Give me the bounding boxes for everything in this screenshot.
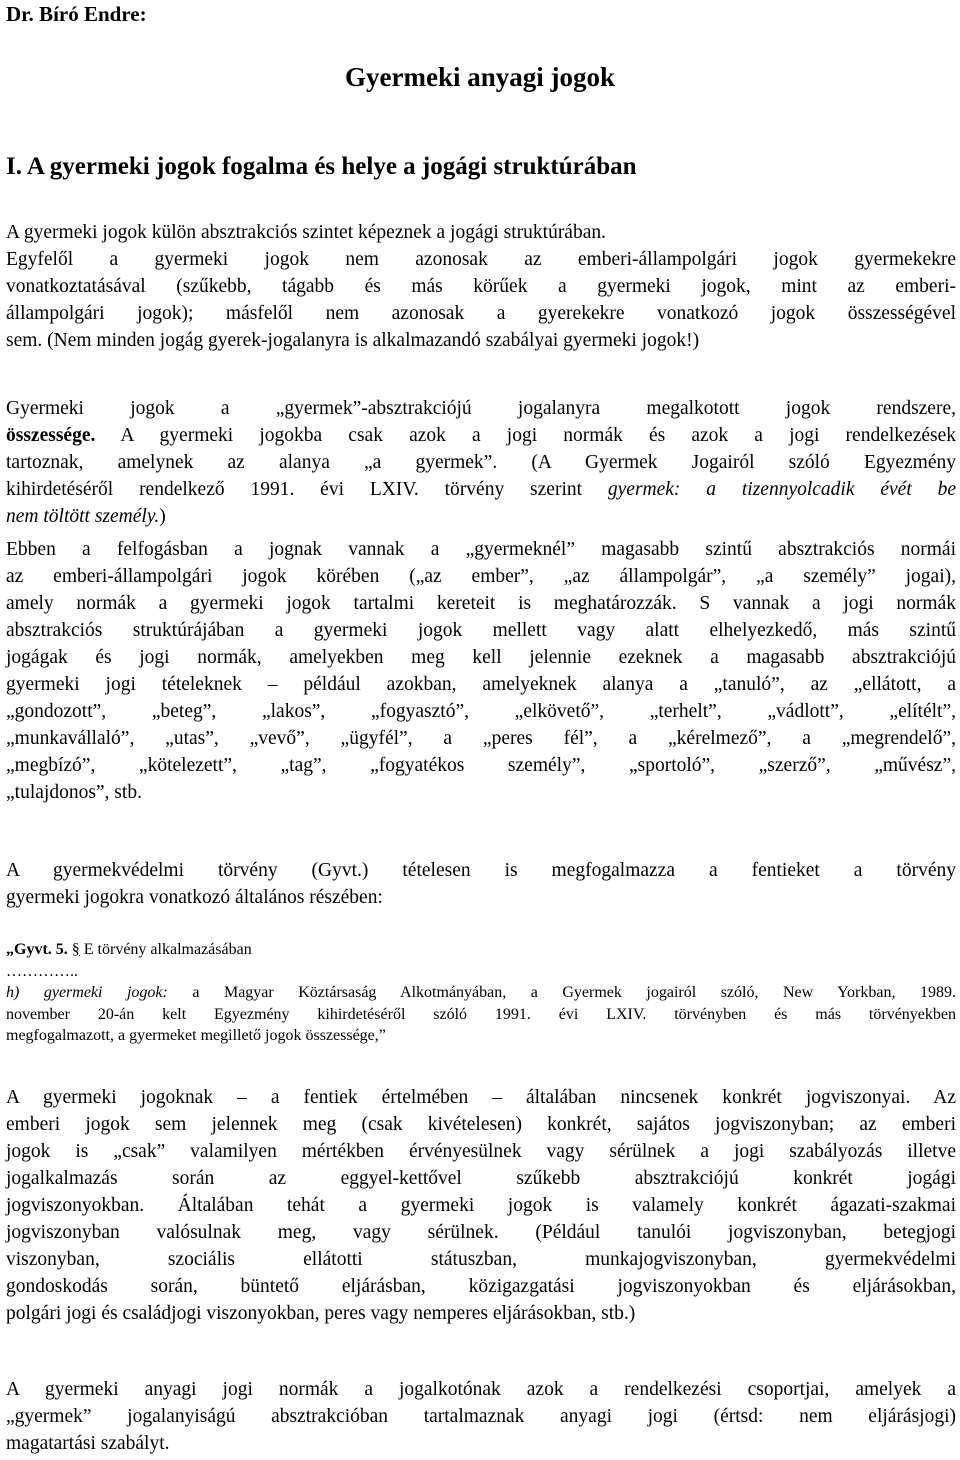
paragraph-6	[6, 1376, 956, 1457]
paragraph-5	[6, 1084, 956, 1327]
text-line: az emberi-állampolgári jogok körében („az ember”, „az állampolgár”, „a személy” jogai),	[6, 566, 956, 587]
text-line: A gyermeki jogoknak – a fentiek értelmében – általában nincsenek konkrét jogviszonyai. Az	[6, 1087, 956, 1108]
text-line: vonatkoztatásával (szűkebb, tágabb és más körűek a gyermeki jogok, mint az emberi-	[6, 276, 956, 297]
italic-text: gyermek: a tizennyolcadik évét be	[607, 479, 957, 500]
text-line: jogviszonyban valósulnak meg, vagy sérülnek. (Például tanulói jogviszonyban, betegjogi	[6, 1222, 956, 1243]
text-line: A gyermeki jogok külön absztrakciós szintet képeznek a jogági struktúrában.	[6, 222, 606, 243]
text-line: A gyermekvédelmi törvény (Gyvt.) tételesen is megfogalmazza a fentieket a törvény	[6, 860, 956, 881]
text-line: viszonyban, szociális ellátotti státuszban, munkajogviszonyban, gyermekvédelmi	[6, 1249, 956, 1270]
text-line: november 20-án kelt Egyezmény kihirdetéséről szóló 1991. évi LXIV. törvényben és más törvényekben	[6, 1005, 956, 1023]
text-run: )	[159, 506, 166, 527]
text-line: gyermeki jogi tételeknek – például azokban, amelyeknek alanya a „tanuló”, az „ellátott, a	[6, 674, 956, 695]
text-line: jogalkalmazás során az eggyel-kettővel szűkebb absztrakciójú konkrét jogági	[6, 1168, 956, 1189]
text-line: jogok is „csak” valamilyen mértékben érvényesülnek vagy sérülnek a jogi szabályozás illetve	[6, 1141, 956, 1162]
section-heading: I. A gyermeki jogok fogalma és helye a jogági struktúrában	[6, 153, 637, 180]
text-line	[6, 476, 956, 503]
text-line: A gyermeki anyagi jogi normák a jogalkotónak azok a rendelkezési csoportjai, amelyek a	[6, 1379, 956, 1400]
paragraph-4	[6, 857, 956, 911]
text-line	[6, 503, 956, 530]
text-line: „gondozott”, „beteg”, „lakos”, „fogyasztó”, „elkövető”, „terhelt”, „vádlott”, „elítélt”,	[6, 701, 956, 722]
bold-text: összessége.	[6, 425, 96, 446]
text-line: „tulajdonos”, stb.	[6, 782, 142, 803]
text-line	[6, 422, 956, 449]
text-line: jogágak és jogi normák, amelyekben meg kell jelennie ezeknek a magasabb absztrakciójú	[6, 647, 956, 668]
text-line: gyermeki jogokra vonatkozó általános részében:	[6, 887, 383, 908]
text-line: megfogalmazott, a gyermeket megillető jogok összessége,”	[6, 1027, 386, 1044]
text-line	[6, 939, 956, 961]
text-line: „megbízó”, „kötelezett”, „tag”, „fogyatékos személy”, „sportoló”, „szerző”, „művész”,	[6, 755, 956, 776]
paragraph-2	[6, 395, 956, 530]
paragraph-3	[6, 536, 956, 806]
paragraph-1	[6, 219, 956, 354]
text-line: polgári jogi és családjogi viszonyokban, peres vagy nemperes eljárásokban, stb.)	[6, 1303, 636, 1324]
text-line	[6, 982, 956, 1004]
text-run: a Magyar Köztársaság Alkotmányában, a Gyermek jogairól szóló, New Yorkban, 1989.	[167, 984, 956, 1001]
bold-text: „Gyvt. 5.	[6, 941, 68, 958]
text-line: sem. (Nem minden jogág gyerek-jogalanyra is alkalmazandó szabályai gyermeki jogok!)	[6, 330, 700, 351]
italic-text: nem töltött személy.	[6, 506, 160, 527]
italic-text: h) gyermeki jogok:	[6, 984, 168, 1001]
text-run: törvény szerint	[418, 479, 608, 500]
text-line: tartoznak, amelynek az alanya „a gyermek”. (A Gyermek Jogairól szóló Egyezmény	[6, 452, 956, 473]
text-line: amely normák a gyermeki jogok tartalmi kereteit is meghatározzák. S vannak a jogi normák	[6, 593, 956, 614]
text-run: A gyermeki jogokba csak azok a jogi normák és azok a jogi rendelkezések	[95, 425, 956, 446]
text-line: Egyfelől a gyermeki jogok nem azonosak az emberi-állampolgári jogok gyermekekre	[6, 249, 956, 270]
text-line: Gyermeki jogok a „gyermek”-absztrakciójú jogalanyra megalkotott jogok rendszere,	[6, 398, 956, 419]
law-quote	[6, 939, 956, 1047]
text-line: gondoskodás során, büntető eljárásban, közigazgatási jogviszonyokban és eljárásokban,	[6, 1276, 956, 1297]
text-line: állampolgári jogok); másfelől nem azonosak a gyerekekre vonatkozó jogok összességével	[6, 303, 956, 324]
text-line: magatartási szabályt.	[6, 1433, 170, 1454]
document-title: Gyermeki anyagi jogok	[345, 62, 615, 92]
text-run: kihirdetéséről rendelkező 1991. évi LXIV.	[6, 479, 419, 500]
text-line: „gyermek” jogalanyiságú absztrakcióban tartalmaznak anyagi jogi (értsd: nem eljárásjogi)	[6, 1406, 956, 1427]
text-line: emberi jogok sem jelennek meg (csak kivételesen) konkrét, sajátos jogviszonyban; az emberi	[6, 1114, 956, 1135]
text-line: …………..	[6, 962, 78, 980]
text-line: „munkavállaló”, „utas”, „vevő”, „ügyfél”, a „peres fél”, a „kérelmező”, a „megrendelő”,	[6, 728, 956, 749]
text-run: E törvény alkalmazásában	[79, 941, 252, 958]
text-line: absztrakciós struktúrájában a gyermeki jogok mellett vagy alatt elhelyezkedő, más szintű	[6, 620, 956, 641]
text-line: jogviszonyokban. Általában tehát a gyermeki jogok is valamely konkrét ágazati-szakmai	[6, 1195, 956, 1216]
author-line: Dr. Bíró Endre:	[6, 2, 147, 26]
text-line: Ebben a felfogásban a jognak vannak a „gyermeknél” magasabb szintű absztrakciós normái	[6, 539, 956, 560]
section-sign: §	[71, 941, 80, 958]
